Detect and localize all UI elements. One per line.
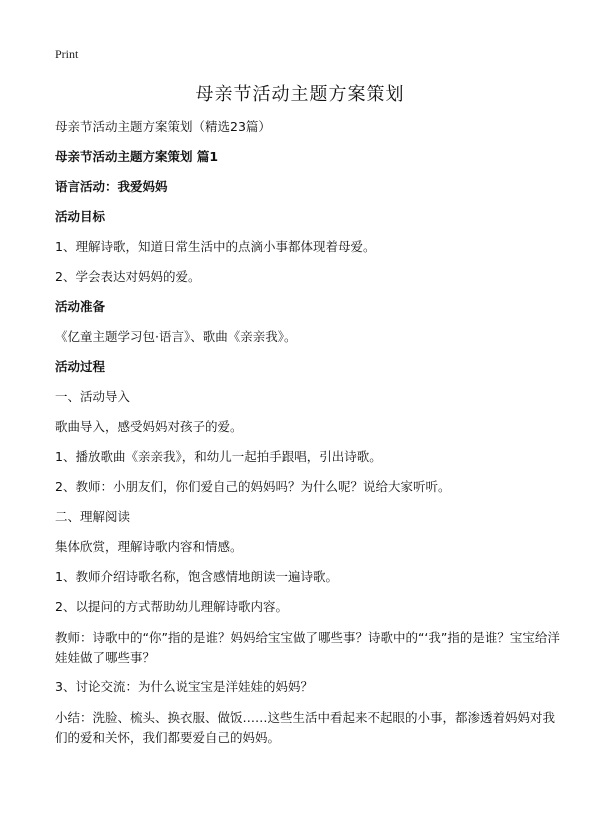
subtitle: 母亲节活动主题方案策划（精选23篇） bbox=[55, 119, 271, 134]
document-body bbox=[55, 118, 560, 758]
process-text: 歌曲导入，感受妈妈对孩子的爱。 bbox=[55, 419, 243, 434]
preparation-text: 《亿童主题学习包·语言》、歌曲《亲亲我》。 bbox=[55, 329, 297, 344]
summary-text: 小结：洗脸、梳头、换衣服、做饭……这些生活中看起来不起眼的小事，都渗透着妈妈对我们的爱和关怀，我们都要爱自己的妈妈。 bbox=[55, 710, 556, 745]
process-item: 3、讨论交流：为什么说宝宝是洋娃娃的妈妈？ bbox=[55, 679, 313, 694]
heading-goals: 活动目标 bbox=[55, 209, 106, 224]
section-heading: 母亲节活动主题方案策划 篇1 bbox=[55, 149, 219, 164]
goal-item: 2、学会表达对妈妈的爱。 bbox=[55, 269, 201, 284]
print-label: Print bbox=[55, 47, 79, 61]
teacher-questions: 教师：诗歌中的“你”指的是谁？妈妈给宝宝做了哪些事？诗歌中的“‘我”指的是谁？宝宝给洋娃娃做了哪些事？ bbox=[55, 630, 560, 665]
goal-item: 1、理解诗歌，知道日常生活中的点滴小事都体现着母爱。 bbox=[55, 239, 376, 254]
heading-process: 活动过程 bbox=[55, 359, 106, 374]
process-text: 集体欣赏，理解诗歌内容和情感。 bbox=[55, 539, 243, 554]
process-step-heading: 一、活动导入 bbox=[55, 389, 131, 404]
process-step-heading: 二、理解阅读 bbox=[55, 509, 131, 524]
activity-name: 语言活动：我爱妈妈 bbox=[55, 179, 168, 194]
process-item: 2、以提问的方式帮助幼儿理解诗歌内容。 bbox=[55, 599, 288, 614]
document-title: 母亲节活动主题方案策划 bbox=[195, 84, 405, 105]
heading-preparation: 活动准备 bbox=[55, 299, 106, 314]
process-item: 1、播放歌曲《亲亲我》，和幼儿一起拍手跟唱，引出诗歌。 bbox=[55, 449, 382, 464]
process-item: 1、教师介绍诗歌名称，饱含感情地朗读一遍诗歌。 bbox=[55, 569, 338, 584]
process-item: 2、教师：小朋友们，你们爱自己的妈妈吗？为什么呢？说给大家听听。 bbox=[55, 479, 451, 494]
